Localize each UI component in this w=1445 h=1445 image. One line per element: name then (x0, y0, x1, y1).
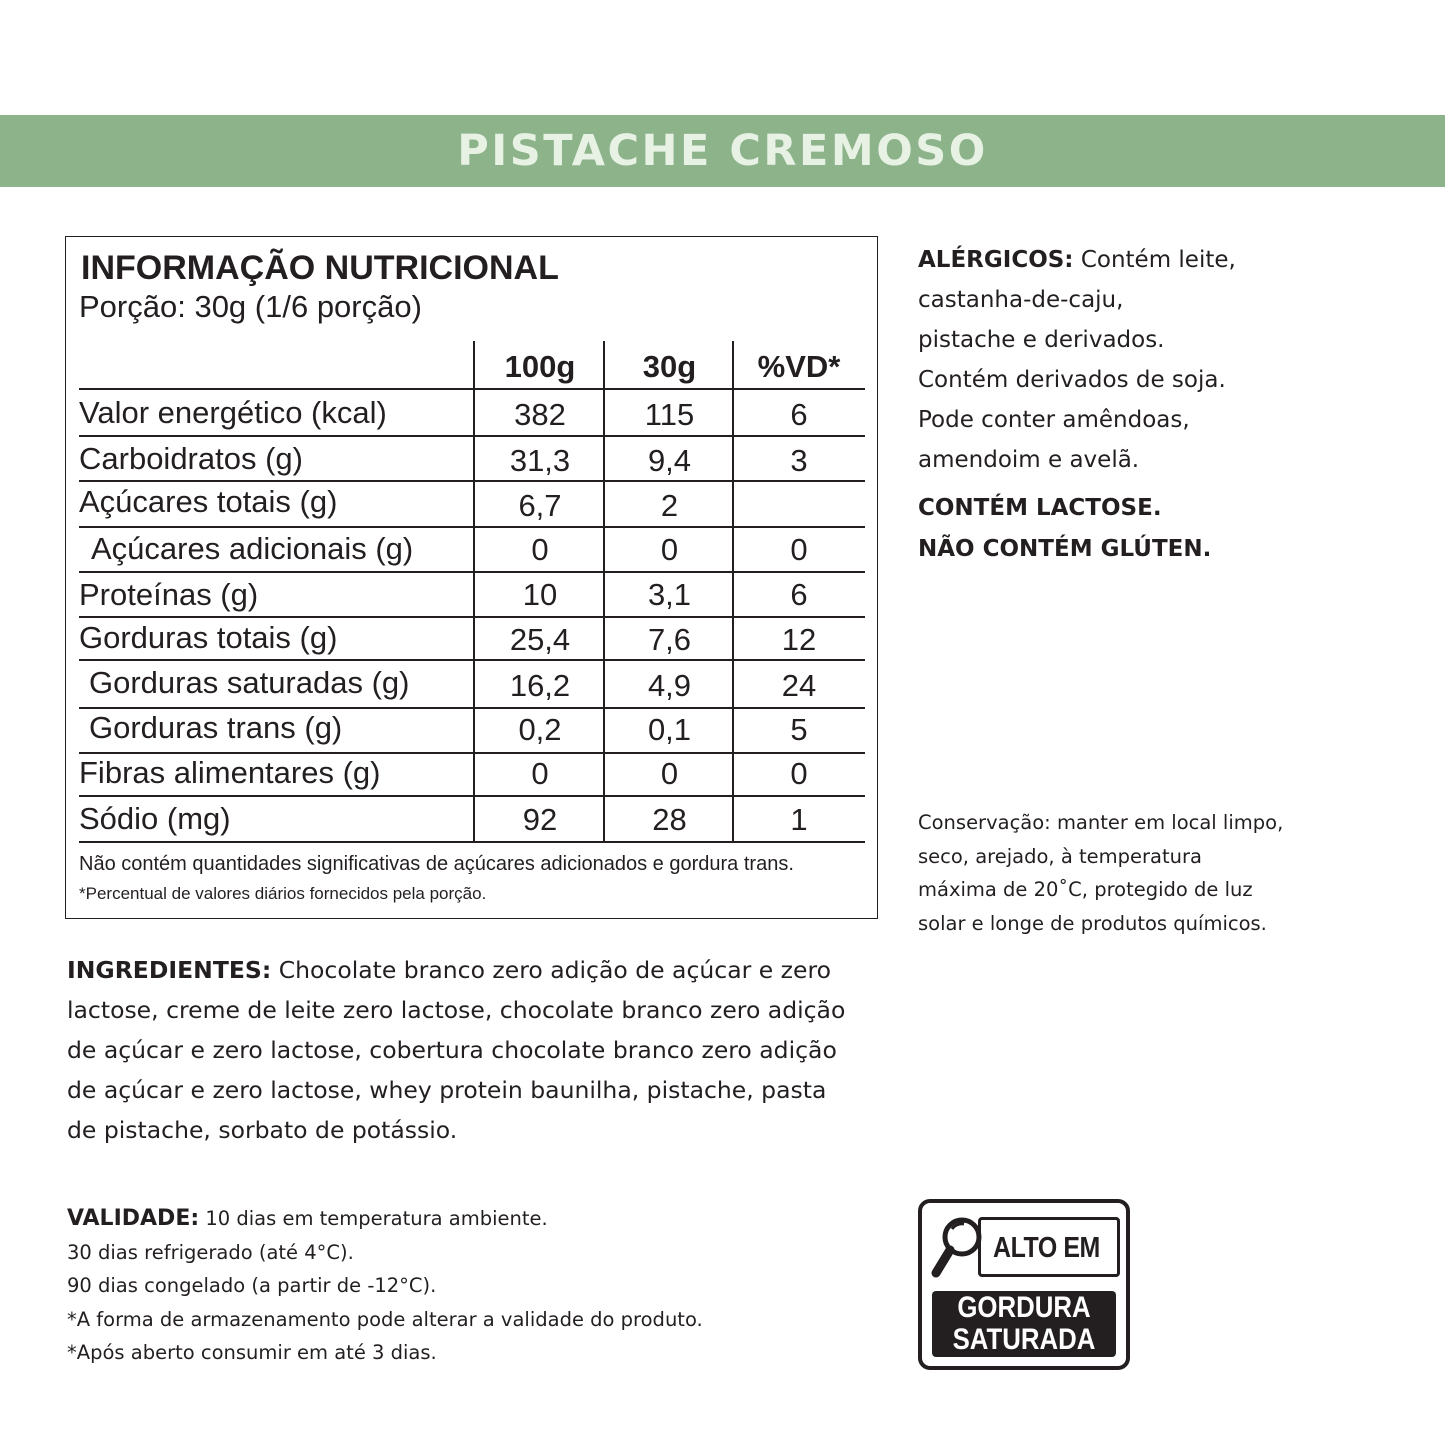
warning-bottom-box (932, 1291, 1116, 1357)
value-vd: 0 (790, 756, 808, 791)
column-header: 100g (504, 349, 576, 384)
validity-text: 30 dias refrigerado (até 4°C). (67, 1240, 354, 1264)
warning-top-box (978, 1217, 1120, 1277)
conservation-text: Conservação: manter em local limpo, (918, 811, 1284, 834)
nutrient-label: Gorduras totais (g) (79, 620, 338, 655)
nutrient-label: Fibras alimentares (g) (79, 755, 381, 790)
value-vd: 0 (790, 532, 808, 567)
allergens-label: ALÉRGICOS: (918, 247, 1074, 273)
value-100g: 92 (522, 802, 558, 837)
ingredients-text: Chocolate branco zero adição de açúcar e zero (278, 956, 831, 984)
allergens-text: Contém derivados de soja. (918, 367, 1226, 393)
value-100g: 25,4 (509, 622, 571, 657)
value-30g: 4,9 (647, 668, 692, 703)
conservation-text: seco, arejado, à temperatura (918, 844, 1202, 868)
nutrient-label: Açúcares totais (g) (79, 484, 338, 519)
warning-top-text: ALTO EM (993, 1232, 1100, 1264)
nutrient-label: Sódio (mg) (79, 801, 231, 836)
high-saturated-fat-warning (918, 1199, 1130, 1370)
value-30g: 28 (652, 802, 687, 837)
column-header: 30g (642, 349, 697, 384)
warning-bottom-text: SATURADA (952, 1323, 1096, 1356)
row-divider (79, 795, 865, 797)
conservation-text: máxima de 20˚C, protegido de luz (918, 878, 1253, 901)
value-100g: 0 (531, 756, 549, 791)
value-vd: 12 (781, 622, 817, 657)
value-vd: 6 (790, 577, 808, 612)
lactose-gluten-notice (918, 488, 1211, 570)
row-divider (79, 841, 865, 843)
validity-text: 10 dias em temperatura ambiente. (205, 1207, 548, 1230)
value-30g: 0 (660, 532, 679, 567)
nutrient-label: Carboidratos (g) (79, 441, 303, 476)
value-100g: 6,7 (518, 488, 562, 523)
gluten-text: NÃO CONTÉM GLÚTEN. (918, 536, 1212, 562)
value-vd: 5 (790, 712, 808, 747)
ingredients-text: de açúcar e zero lactose, whey protein baunilha, pistache, pasta (67, 1076, 827, 1104)
ingredients-block (67, 950, 917, 1150)
value-vd: 1 (790, 802, 808, 837)
portion-size: Porção: 30g (1/6 porção) (79, 289, 422, 324)
nutrient-label: Açúcares adicionais (g) (91, 531, 414, 566)
row-divider (79, 435, 865, 437)
allergens-text: amendoim e avelã. (918, 447, 1140, 473)
magnifier-icon (926, 1207, 990, 1287)
row-divider (79, 388, 865, 390)
allergens-block (918, 240, 1236, 480)
value-100g: 0 (531, 532, 549, 567)
validity-text: *Após aberto consumir em até 3 dias. (67, 1341, 437, 1364)
lactose-text: CONTÉM LACTOSE. (918, 495, 1162, 521)
validity-label: VALIDADE: (67, 1206, 200, 1231)
value-30g: 0 (660, 756, 679, 791)
footnote: *Percentual de valores diários fornecidos pela porção. (79, 884, 487, 903)
ingredients-text: de pistache, sorbato de potássio. (67, 1116, 458, 1144)
nutrient-label: Valor energético (kcal) (79, 395, 387, 430)
nutrition-facts-table (65, 236, 878, 919)
conservation-text: solar e longe de produtos químicos. (918, 911, 1267, 935)
value-30g: 9,4 (647, 443, 692, 478)
nutrition-title: INFORMAÇÃO NUTRICIONAL (81, 249, 559, 287)
warning-bottom-text: GORDURA (957, 1291, 1091, 1324)
value-30g: 7,6 (647, 622, 692, 657)
row-divider (79, 526, 865, 528)
value-30g: 2 (660, 488, 679, 523)
conservation-block (918, 806, 1283, 940)
nutrient-label: Proteínas (g) (79, 577, 259, 612)
value-30g: 0,1 (647, 712, 692, 747)
nutrient-label: Gorduras saturadas (g) (89, 665, 410, 700)
ingredients-text: lactose, creme de leite zero lactose, chocolate branco zero adição (67, 996, 846, 1024)
validity-text: 90 dias congelado (a partir de -12°C). (67, 1274, 437, 1297)
nutrient-label: Gorduras trans (g) (89, 710, 343, 745)
value-vd: 3 (790, 443, 808, 478)
value-30g: 3,1 (647, 577, 692, 612)
validity-text: *A forma de armazenamento pode alterar a validade do produto. (67, 1307, 703, 1331)
allergens-text: Contém leite, (1080, 247, 1236, 273)
value-100g: 0,2 (518, 712, 562, 747)
value-vd: 24 (781, 668, 817, 703)
title-banner (0, 115, 1445, 187)
column-header: %VD* (757, 349, 841, 384)
allergens-text: Pode conter amêndoas, (918, 407, 1190, 433)
product-title: PISTACHE CREMOSO (457, 126, 988, 176)
value-100g: 382 (514, 397, 566, 432)
ingredients-label: INGREDIENTES: (67, 956, 272, 984)
footnote: Não contém quantidades significativas de açúcares adicionados e gordura trans. (79, 853, 794, 875)
allergens-text: castanha-de-caju, (918, 287, 1124, 313)
value-30g: 115 (644, 397, 695, 432)
row-divider (79, 571, 865, 573)
row-divider (79, 659, 865, 661)
ingredients-text: de açúcar e zero lactose, cobertura chocolate branco zero adição (67, 1036, 837, 1064)
validity-block (67, 1202, 703, 1370)
allergens-text: pistache e derivados. (918, 327, 1165, 353)
value-100g: 10 (522, 577, 558, 612)
value-100g: 31,3 (509, 443, 571, 478)
value-vd: 6 (790, 397, 808, 432)
value-100g: 16,2 (509, 668, 571, 703)
